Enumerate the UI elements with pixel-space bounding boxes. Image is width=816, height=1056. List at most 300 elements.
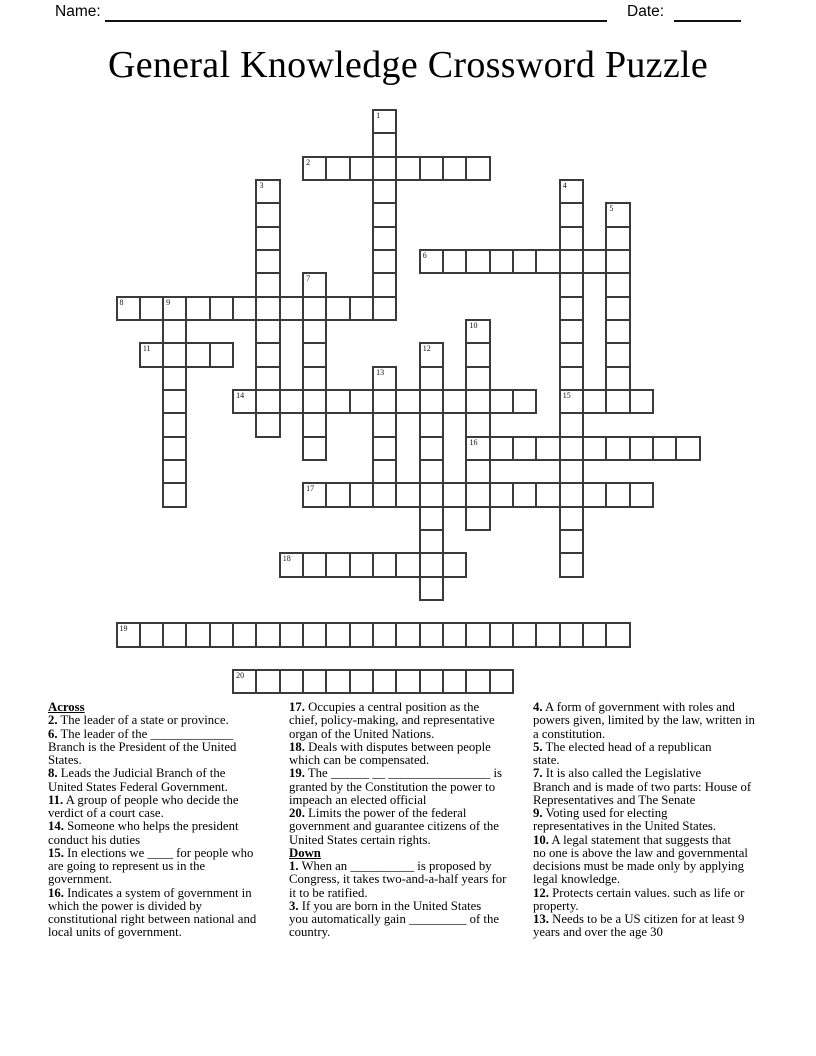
grid-cell[interactable]: [372, 366, 397, 391]
grid-cell[interactable]: [652, 436, 677, 461]
clue-column: [48, 701, 256, 940]
grid-cell[interactable]: [559, 179, 584, 204]
cell-number: 16: [469, 437, 478, 447]
grid-cell[interactable]: [162, 319, 187, 344]
grid-cell[interactable]: [465, 342, 490, 367]
clue-number: 7.: [533, 766, 543, 781]
clue-line: Representatives and The Senate: [533, 792, 696, 807]
grid-cell[interactable]: [465, 436, 490, 461]
clue-line: constitutional right between national and: [48, 912, 257, 926]
grid-cell[interactable]: [489, 389, 514, 414]
grid-cell[interactable]: [535, 622, 560, 647]
grid-cell[interactable]: [605, 389, 630, 414]
grid-cell[interactable]: [139, 342, 164, 367]
grid-cell[interactable]: [255, 179, 280, 204]
clue-text: Leads the Judicial Branch of the: [57, 766, 226, 781]
grid-cell[interactable]: [605, 319, 630, 344]
clue-text: A legal statement that suggests that: [548, 832, 731, 847]
grid-cell[interactable]: [279, 669, 304, 694]
grid-cell[interactable]: [465, 366, 490, 391]
grid-cell[interactable]: [116, 622, 141, 647]
grid-cell[interactable]: [325, 482, 350, 507]
grid-cell[interactable]: [605, 249, 630, 274]
grid-cell[interactable]: [302, 482, 327, 507]
grid-cell[interactable]: [535, 482, 560, 507]
clue-number: 13.: [533, 912, 549, 926]
clue-line: conduct his duties: [48, 832, 141, 847]
clue-line: impeach an elected official: [289, 792, 427, 807]
grid-cell[interactable]: [605, 296, 630, 321]
cell-number: 12: [422, 344, 431, 354]
cell-number: 20: [236, 670, 245, 680]
clue-line: [289, 807, 506, 820]
grid-cell[interactable]: [419, 412, 444, 437]
cell-number: 17: [306, 484, 315, 494]
clue-line: legal knowledge.: [533, 872, 621, 887]
date-label: Date:: [627, 3, 665, 20]
cell-number: 5: [609, 204, 614, 214]
grid-cell[interactable]: [582, 436, 607, 461]
grid-cell[interactable]: [605, 272, 630, 297]
grid-cell[interactable]: [419, 482, 444, 507]
grid-cell[interactable]: [465, 249, 490, 274]
clue-line: which the power is divided by: [48, 898, 203, 913]
grid-cell[interactable]: [465, 319, 490, 344]
grid-cell[interactable]: [559, 506, 584, 531]
grid-cell[interactable]: [489, 622, 514, 647]
clue-line: years and over the age 30: [533, 925, 663, 940]
clue-number: 16.: [48, 885, 64, 900]
clue-number: 19.: [289, 766, 305, 781]
clue-line: [533, 834, 755, 847]
cell-number: 13: [376, 367, 385, 377]
grid-cell[interactable]: [372, 156, 397, 181]
grid-cell[interactable]: [419, 529, 444, 554]
grid-cell[interactable]: [325, 552, 350, 577]
clue-text: Voting used for electing: [542, 806, 668, 820]
grid-cell[interactable]: [559, 389, 584, 414]
cell-number: 18: [282, 554, 291, 564]
grid-cell[interactable]: [559, 622, 584, 647]
grid-cell[interactable]: [162, 482, 187, 507]
grid-cell[interactable]: [465, 622, 490, 647]
grid-cell[interactable]: [512, 622, 537, 647]
clue-text: Limits the power of the federal: [304, 806, 467, 820]
cell-number: 14: [236, 390, 245, 400]
grid-cell[interactable]: [325, 156, 350, 181]
grid-cell[interactable]: [302, 436, 327, 461]
grid-cell[interactable]: [559, 529, 584, 554]
cell-number: 15: [562, 390, 571, 400]
grid-cell[interactable]: [605, 226, 630, 251]
grid-cell[interactable]: [139, 622, 164, 647]
clue-line: decisions must be made only by applying: [533, 859, 745, 873]
clue-line: organ of the United Nations.: [289, 726, 435, 741]
cell-number: 4: [562, 180, 567, 190]
grid-cell[interactable]: [372, 132, 397, 157]
cell-number: 6: [422, 250, 427, 260]
grid-cell[interactable]: [419, 506, 444, 531]
clue-line: [48, 728, 256, 741]
grid-cell[interactable]: [559, 226, 584, 251]
grid-cell[interactable]: [255, 669, 280, 694]
grid-cell[interactable]: [255, 272, 280, 297]
clue-text: It is also called the Legislative: [542, 766, 702, 781]
grid-cell[interactable]: [162, 436, 187, 461]
clue-line: Congress, it takes two-and-a-half years for: [289, 872, 507, 887]
clue-line: it to be ratified.: [289, 885, 368, 900]
grid-cell[interactable]: [442, 552, 467, 577]
grid-cell[interactable]: [349, 389, 374, 414]
grid-cell[interactable]: [372, 552, 397, 577]
clue-number: 15.: [48, 845, 64, 860]
grid-cell[interactable]: [512, 482, 537, 507]
grid-cell[interactable]: [512, 389, 537, 414]
grid-cell[interactable]: [559, 272, 584, 297]
grid-cell[interactable]: [302, 552, 327, 577]
grid-cell[interactable]: [419, 459, 444, 484]
grid-cell[interactable]: [372, 179, 397, 204]
grid-cell[interactable]: [162, 296, 187, 321]
grid-cell[interactable]: [279, 552, 304, 577]
grid-cell[interactable]: [279, 389, 304, 414]
cell-number: 9: [166, 297, 171, 307]
clue-number: 1.: [289, 859, 299, 873]
clue-line: [289, 767, 506, 780]
clue-line: state.: [533, 753, 560, 767]
grid-cell[interactable]: [559, 412, 584, 437]
grid-cell[interactable]: [465, 389, 490, 414]
clue-line: [48, 847, 256, 860]
cell-number: 1: [376, 111, 381, 120]
grid-cell[interactable]: [116, 296, 141, 321]
grid-cell[interactable]: [162, 412, 187, 437]
grid-cell[interactable]: [255, 202, 280, 227]
clue-number: 20.: [289, 806, 305, 820]
grid-cell[interactable]: [372, 389, 397, 414]
grid-cell[interactable]: [232, 296, 257, 321]
clue-line: verdict of a court case.: [48, 806, 164, 820]
grid-cell[interactable]: [419, 389, 444, 414]
clue-number: 14.: [48, 819, 64, 834]
grid-cell[interactable]: [349, 296, 374, 321]
grid-cell[interactable]: [372, 202, 397, 227]
grid-cell[interactable]: [419, 436, 444, 461]
clue-text: A group of people who decide the: [63, 792, 239, 807]
grid-cell[interactable]: [372, 226, 397, 251]
grid-cell[interactable]: [582, 482, 607, 507]
grid-cell[interactable]: [372, 482, 397, 507]
grid-cell[interactable]: [232, 389, 257, 414]
name-blank-line[interactable]: [105, 2, 607, 22]
grid-cell[interactable]: [465, 459, 490, 484]
clue-line: [533, 701, 755, 714]
grid-cell[interactable]: [372, 296, 397, 321]
grid-cell[interactable]: [605, 482, 630, 507]
grid-cell[interactable]: [605, 202, 630, 227]
clue-line: [48, 820, 256, 833]
clue-column: [289, 701, 506, 940]
clue-line: granted by the Constitution the power to: [289, 779, 496, 794]
grid-cell[interactable]: [162, 389, 187, 414]
clue-number: 10.: [533, 832, 549, 847]
clue-text: The leader of the _____________: [57, 726, 234, 741]
clue-text: The leader of a state or province.: [57, 713, 229, 728]
grid-cell[interactable]: [372, 412, 397, 437]
clue-number: 18.: [289, 739, 305, 754]
grid-cell[interactable]: [279, 622, 304, 647]
grid-cell[interactable]: [559, 436, 584, 461]
grid-cell[interactable]: [162, 622, 187, 647]
clue-line: [289, 701, 506, 714]
grid-cell[interactable]: [535, 436, 560, 461]
grid-cell[interactable]: [442, 669, 467, 694]
grid-cell[interactable]: [302, 412, 327, 437]
grid-cell[interactable]: [442, 482, 467, 507]
grid-cell[interactable]: [395, 669, 420, 694]
clue-number: 12.: [533, 885, 549, 900]
grid-cell[interactable]: [582, 249, 607, 274]
grid-cell[interactable]: [255, 226, 280, 251]
clue-line: representatives in the United States.: [533, 819, 717, 834]
clue-number: 8.: [48, 766, 58, 781]
clue-line: Branch and is made of two parts: House of: [533, 779, 752, 794]
grid-cell[interactable]: [395, 389, 420, 414]
grid-cell[interactable]: [162, 366, 187, 391]
grid-cell[interactable]: [325, 669, 350, 694]
cell-number: 19: [119, 624, 128, 634]
clue-number: 5.: [533, 739, 543, 754]
grid-cell[interactable]: [255, 342, 280, 367]
grid-cell[interactable]: [419, 249, 444, 274]
grid-cell[interactable]: [185, 622, 210, 647]
grid-cell[interactable]: [395, 622, 420, 647]
clue-text: Protects certain values. such as life or: [548, 885, 745, 900]
grid-cell[interactable]: [605, 366, 630, 391]
clue-number: 3.: [289, 898, 299, 913]
grid-cell[interactable]: [162, 342, 187, 367]
grid-cell[interactable]: [395, 156, 420, 181]
grid-cell[interactable]: [372, 459, 397, 484]
grid-cell[interactable]: [442, 622, 467, 647]
grid-cell[interactable]: [372, 436, 397, 461]
name-label: Name:: [55, 3, 101, 20]
grid-cell[interactable]: [629, 389, 654, 414]
grid-cell[interactable]: [372, 109, 397, 134]
grid-cell[interactable]: [559, 459, 584, 484]
grid-cell[interactable]: [559, 366, 584, 391]
grid-cell[interactable]: [349, 669, 374, 694]
grid-cell[interactable]: [325, 389, 350, 414]
grid-cell[interactable]: [279, 296, 304, 321]
clue-line: you automatically gain _________ of the: [289, 912, 499, 926]
cell-number: 11: [142, 344, 151, 354]
grid-cell[interactable]: [302, 389, 327, 414]
clue-number: 4.: [533, 700, 543, 714]
grid-cell[interactable]: [162, 459, 187, 484]
grid-cell[interactable]: [419, 156, 444, 181]
grid-cell[interactable]: [349, 156, 374, 181]
cell-number: 7: [306, 274, 311, 284]
clue-line: government and guarantee citizens of the: [289, 819, 499, 834]
clue-line: are going to represent us in the: [48, 859, 206, 873]
clue-number: 11.: [48, 792, 64, 807]
grid-cell[interactable]: [255, 366, 280, 391]
grid-cell[interactable]: [209, 296, 234, 321]
grid-cell[interactable]: [675, 436, 700, 461]
clue-line: [533, 913, 755, 926]
cell-number: 2: [306, 157, 311, 167]
grid-cell[interactable]: [629, 482, 654, 507]
grid-cell[interactable]: [372, 272, 397, 297]
grid-cell[interactable]: [512, 249, 537, 274]
grid-cell[interactable]: [372, 669, 397, 694]
grid-cell[interactable]: [419, 669, 444, 694]
clue-line: [289, 900, 506, 913]
clue-line: [533, 741, 755, 754]
grid-cell[interactable]: [605, 622, 630, 647]
grid-cell[interactable]: [465, 412, 490, 437]
grid-cell[interactable]: [559, 296, 584, 321]
grid-cell[interactable]: [419, 622, 444, 647]
grid-cell[interactable]: [209, 342, 234, 367]
clue-line: [533, 887, 755, 900]
clue-text: When an __________ is proposed by: [298, 859, 492, 873]
clue-text: If you are born in the United States: [298, 898, 482, 913]
grid-cell[interactable]: [559, 482, 584, 507]
grid-cell[interactable]: [302, 669, 327, 694]
grid-cell[interactable]: [535, 249, 560, 274]
clue-line: chief, policy-making, and representative: [289, 713, 495, 728]
grid-cell[interactable]: [232, 669, 257, 694]
grid-cell[interactable]: [372, 622, 397, 647]
grid-cell[interactable]: [465, 669, 490, 694]
clue-text: Deals with disputes between people: [304, 739, 491, 754]
clue-list-heading: Down: [289, 845, 321, 860]
grid-cell[interactable]: [302, 366, 327, 391]
grid-cell[interactable]: [255, 622, 280, 647]
clue-line: [48, 887, 256, 900]
grid-cell[interactable]: [605, 342, 630, 367]
grid-cell[interactable]: [349, 482, 374, 507]
page-title: General Knowledge Crossword Puzzle: [107, 44, 709, 86]
grid-cell[interactable]: [489, 249, 514, 274]
grid-cell[interactable]: [302, 156, 327, 181]
clue-line: property.: [533, 898, 579, 913]
clue-line: country.: [289, 925, 331, 940]
clue-text: Someone who helps the president: [63, 819, 239, 834]
grid-cell[interactable]: [419, 366, 444, 391]
grid-cell[interactable]: [255, 389, 280, 414]
clue-number: 2.: [48, 713, 58, 728]
grid-cell[interactable]: [325, 622, 350, 647]
grid-cell[interactable]: [559, 342, 584, 367]
grid-cell[interactable]: [302, 622, 327, 647]
grid-cell[interactable]: [185, 296, 210, 321]
clue-line: States.: [48, 753, 82, 767]
grid-cell[interactable]: [559, 202, 584, 227]
clue-text: Occupies a central position as the: [304, 700, 480, 714]
grid-cell[interactable]: [255, 296, 280, 321]
clue-line: [48, 794, 256, 807]
clue-line: government.: [48, 872, 113, 887]
clue-line: local units of government.: [48, 925, 182, 940]
grid-cell[interactable]: [559, 552, 584, 577]
grid-cell[interactable]: [465, 156, 490, 181]
clue-number: 17.: [289, 700, 305, 714]
grid-cell[interactable]: [325, 296, 350, 321]
clue-line: [289, 741, 506, 754]
clue-text: The elected head of a republican: [542, 739, 712, 754]
clue-line: no one is above the law and governmental: [533, 845, 748, 860]
grid-cell[interactable]: [419, 552, 444, 577]
grid-cell[interactable]: [139, 296, 164, 321]
grid-cell[interactable]: [395, 482, 420, 507]
grid-cell[interactable]: [185, 342, 210, 367]
clue-line: [533, 807, 755, 820]
clue-list-heading: Across: [48, 700, 85, 714]
grid-cell[interactable]: [442, 156, 467, 181]
grid-cell[interactable]: [489, 436, 514, 461]
grid-cell[interactable]: [419, 576, 444, 601]
grid-cell[interactable]: [302, 296, 327, 321]
grid-cell[interactable]: [372, 249, 397, 274]
grid-cell[interactable]: [395, 552, 420, 577]
grid-cell[interactable]: [302, 319, 327, 344]
grid-cell[interactable]: [255, 412, 280, 437]
clue-line: which can be compensated.: [289, 753, 430, 767]
grid-cell[interactable]: [605, 436, 630, 461]
clue-text: Needs to be a US citizen for at least 9: [548, 912, 745, 926]
clue-line: [289, 860, 506, 873]
date-blank-line[interactable]: [674, 2, 741, 22]
clue-line: [48, 767, 256, 780]
grid-cell[interactable]: [465, 482, 490, 507]
grid-cell[interactable]: [232, 622, 257, 647]
grid-cell[interactable]: [419, 342, 444, 367]
cell-number: 3: [259, 180, 264, 190]
grid-cell[interactable]: [489, 669, 514, 694]
clue-line: a constitution.: [533, 726, 606, 741]
clue-line: [533, 767, 755, 780]
clue-text: The ______ __ ________________ is: [304, 766, 502, 781]
grid-cell[interactable]: [209, 622, 234, 647]
grid-cell[interactable]: [465, 506, 490, 531]
grid-cell[interactable]: [349, 622, 374, 647]
grid-cell[interactable]: [349, 552, 374, 577]
clue-line: powers given, limited by the law, written in: [533, 713, 755, 728]
grid-cell[interactable]: [442, 249, 467, 274]
clue-text: A form of government with roles and: [542, 700, 735, 714]
grid-cell[interactable]: [302, 272, 327, 297]
clue-line: [48, 714, 256, 727]
clue-number: 9.: [533, 806, 543, 820]
grid-cell[interactable]: [302, 342, 327, 367]
clue-line: Branch is the President of the United: [48, 739, 237, 754]
grid-cell[interactable]: [629, 436, 654, 461]
grid-cell[interactable]: [255, 249, 280, 274]
grid-cell[interactable]: [255, 319, 280, 344]
grid-cell[interactable]: [582, 389, 607, 414]
grid-cell[interactable]: [512, 436, 537, 461]
grid-cell[interactable]: [582, 622, 607, 647]
clue-line: United States Federal Government.: [48, 779, 228, 794]
cell-number: 8: [119, 297, 124, 307]
grid-cell[interactable]: [489, 482, 514, 507]
grid-cell[interactable]: [559, 249, 584, 274]
grid-cell[interactable]: [442, 389, 467, 414]
grid-cell[interactable]: [559, 319, 584, 344]
